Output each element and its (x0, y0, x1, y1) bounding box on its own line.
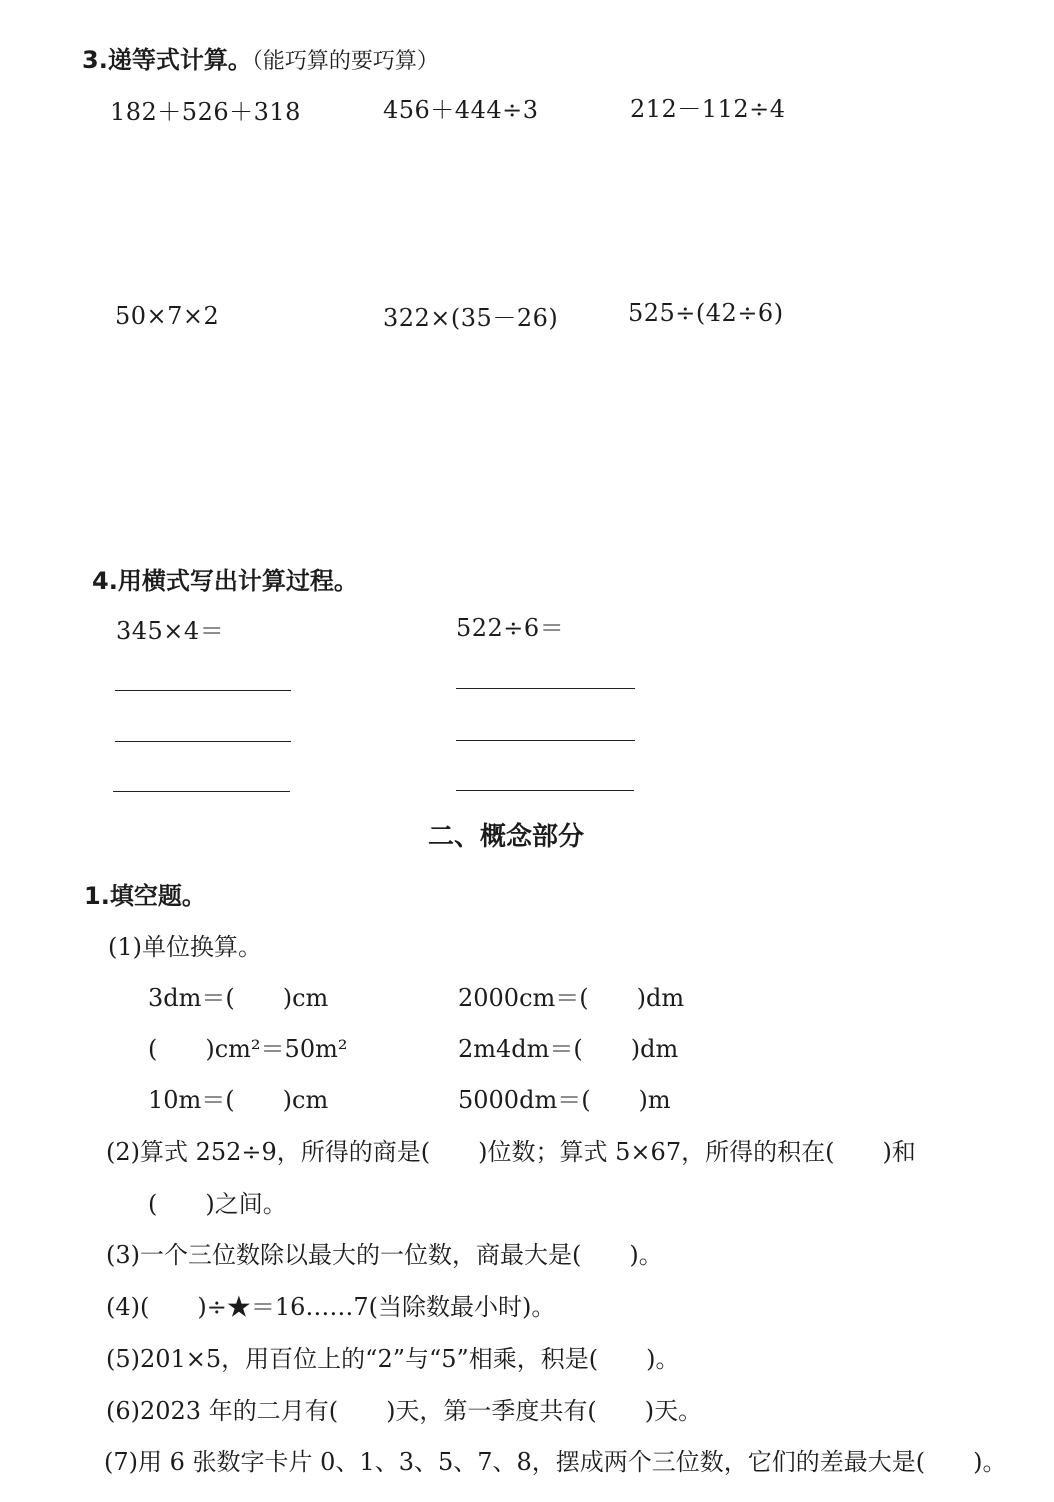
answer-line[interactable] (115, 690, 291, 691)
answer-line[interactable] (456, 688, 635, 689)
horizontal-expression-2: 522÷6＝ (456, 614, 565, 642)
question-1-label: (1)单位换算。 (108, 933, 262, 961)
unit-conversion-item: 5000dm＝( )m (458, 1086, 671, 1114)
expression-2: 456＋444÷3 (383, 96, 539, 124)
part-2-title: 二、概念部分 (428, 822, 585, 852)
question-3: (3)一个三位数除以最大的一位数，商最大是( )。 (106, 1241, 663, 1269)
question-2-line-1: (2)算式 252÷9，所得的商是( )位数；算式 5×67，所得的积在( )和 (106, 1138, 916, 1166)
section-4-number: 4. (92, 567, 118, 595)
question-7: (7)用 6 张数字卡片 0、1、3、5、7、8，摆成两个三位数，它们的差最大是( )。 (104, 1448, 1007, 1476)
unit-conversion-item: 3dm＝( )cm (148, 984, 329, 1012)
fill-in-heading (84, 876, 206, 911)
horizontal-expression-1: 345×4＝ (116, 617, 225, 645)
unit-conversion-item: 2000cm＝( )dm (458, 984, 685, 1012)
section-4-heading (92, 561, 358, 596)
section-3-note: （能巧算的要巧算） (251, 49, 439, 74)
section-3-title: 递等式计算。 (107, 46, 252, 74)
expression-5: 322×(35－26) (383, 304, 559, 332)
fill-in-number: 1. (84, 882, 110, 910)
answer-line[interactable] (456, 740, 635, 741)
answer-line[interactable] (113, 791, 290, 792)
section-3-number: 3. (82, 46, 108, 74)
answer-line[interactable] (456, 790, 634, 791)
expression-6: 525÷(42÷6) (628, 299, 784, 327)
unit-conversion-item: ( )cm²＝50m² (148, 1035, 348, 1063)
section-3-heading (82, 40, 439, 75)
question-4: (4)( )÷★＝16……7(当除数最小时)。 (106, 1293, 556, 1321)
question-2-line-2: ( )之间。 (148, 1190, 287, 1218)
section-4-title: 用横式写出计算过程。 (117, 567, 358, 595)
fill-in-title: 填空题。 (109, 882, 206, 910)
question-5: (5)201×5，用百位上的“2”与“5”相乘，积是( )。 (106, 1345, 680, 1373)
unit-conversion-item: 2m4dm＝( )dm (458, 1035, 679, 1063)
question-6: (6)2023 年的二月有( )天，第一季度共有( )天。 (106, 1397, 703, 1425)
unit-conversion-item: 10m＝( )cm (148, 1086, 329, 1114)
expression-4: 50×7×2 (115, 302, 220, 330)
expression-3: 212－112÷4 (630, 95, 786, 123)
expression-1: 182＋526＋318 (110, 98, 301, 126)
answer-line[interactable] (115, 741, 291, 742)
